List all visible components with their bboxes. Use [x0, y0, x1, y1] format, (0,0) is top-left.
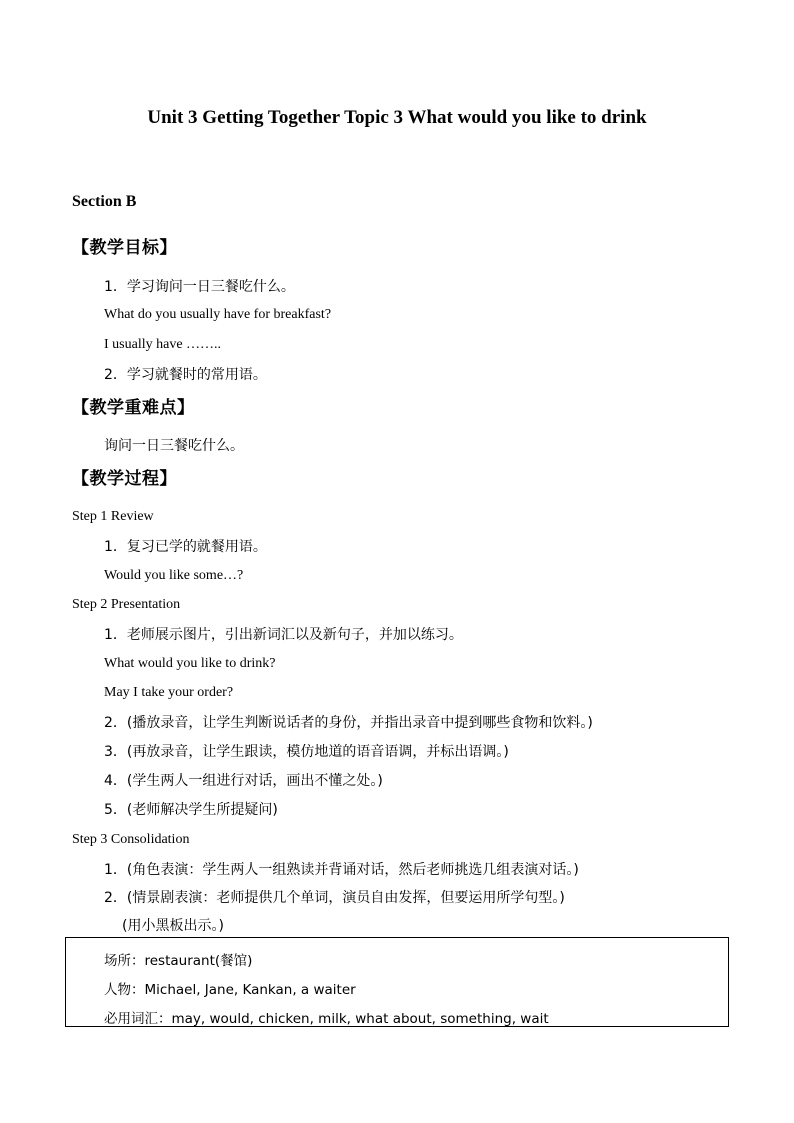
section-label: Section B	[72, 193, 137, 210]
step-3-item-1: 1．(角色表演：学生两人一组熟读并背诵对话，然后老师挑选几组表演对话。)	[104, 862, 579, 878]
objective-item-2: 2．学习就餐时的常用语。	[104, 367, 267, 383]
key-points-text: 询问一日三餐吃什么。	[104, 438, 244, 454]
scenario-place: 场所：restaurant(餐馆)	[104, 953, 253, 969]
scenario-characters: 人物：Michael, Jane, Kankan, a waiter	[104, 982, 356, 998]
step-2-example-2: May I take your order?	[104, 685, 234, 700]
objective-item-1: 1．学习询问一日三餐吃什么。	[104, 279, 295, 295]
scenario-vocabulary: 必用词汇：may, would, chicken, milk, what about, something, wait	[104, 1011, 549, 1027]
document-title: Unit 3 Getting Together Topic 3 What would you like to drink	[147, 107, 647, 128]
step-2-item-5: 5．(老师解决学生所提疑问)	[104, 802, 278, 818]
step-2-item-1: 1．老师展示图片，引出新词汇以及新句子，并加以练习。	[104, 627, 463, 643]
step-3-item-2: 2．(情景剧表演：老师提供几个单词，演员自由发挥，但要运用所学句型。)	[104, 890, 565, 906]
objectives-heading: 【教学目标】	[72, 238, 177, 258]
step-1-item-1: 1．复习已学的就餐用语。	[104, 539, 267, 555]
step-3-item-2-note: (用小黑板出示。)	[122, 918, 224, 934]
objective-example-1: What do you usually have for breakfast?	[104, 307, 332, 322]
objective-example-2: I usually have ……..	[104, 337, 222, 352]
step-2-example-1: What would you like to drink?	[104, 656, 276, 671]
step-1-label: Step 1 Review	[72, 509, 154, 524]
process-heading: 【教学过程】	[72, 469, 177, 489]
step-1-example: Would you like some…?	[104, 568, 244, 583]
step-2-item-3: 3．(再放录音，让学生跟读，模仿地道的语音语调，并标出语调。)	[104, 744, 509, 760]
scenario-box	[65, 937, 729, 1027]
step-2-item-2: 2．(播放录音，让学生判断说话者的身份，并指出录音中提到哪些食物和饮料。)	[104, 715, 593, 731]
key-points-heading: 【教学重难点】	[72, 398, 195, 418]
step-3-label: Step 3 Consolidation	[72, 832, 190, 847]
step-2-label: Step 2 Presentation	[72, 597, 181, 612]
step-2-item-4: 4．(学生两人一组进行对话，画出不懂之处。)	[104, 773, 383, 789]
